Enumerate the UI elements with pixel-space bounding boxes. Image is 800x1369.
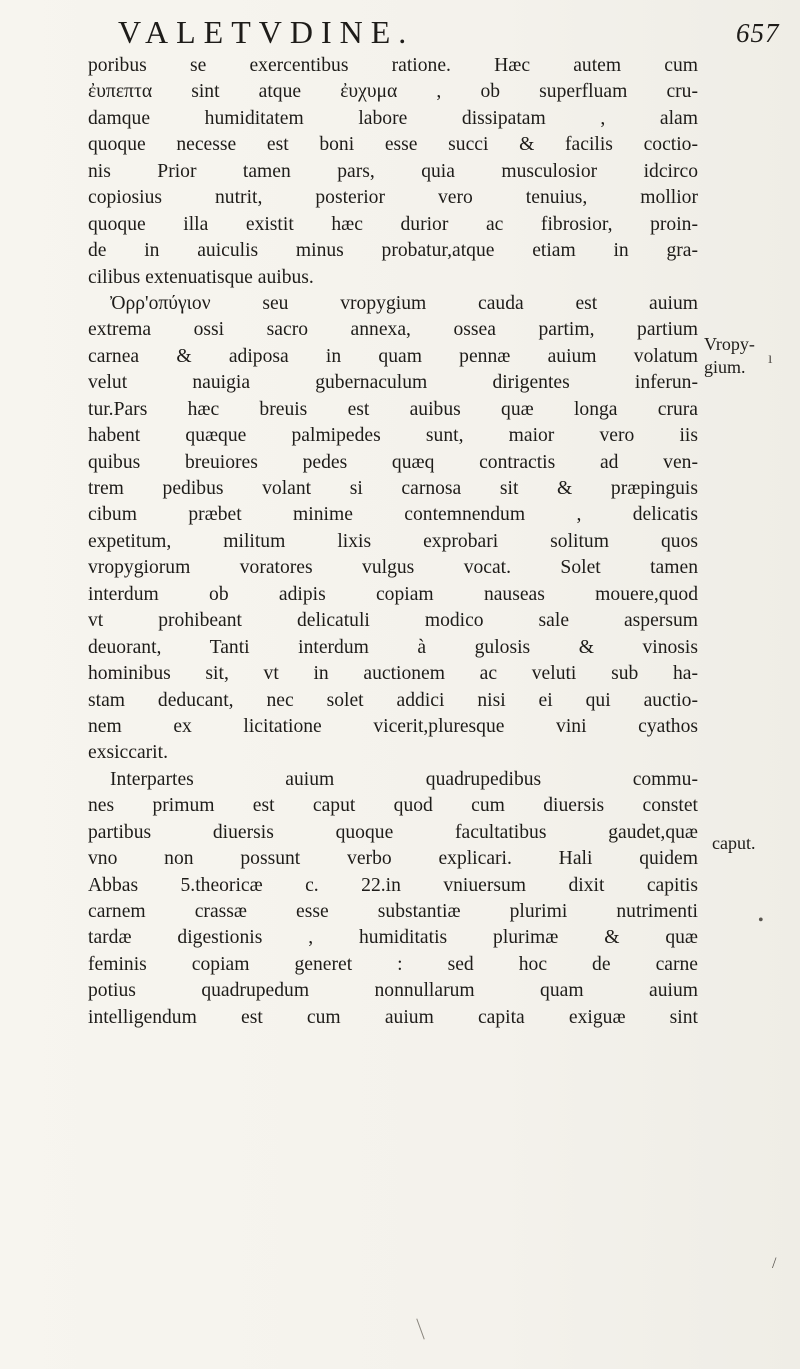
margin-note-vropygium: Vropy- [704, 334, 755, 354]
page-number: 657 [736, 18, 780, 48]
margin-note-caput: caput. [712, 833, 756, 853]
page-header [118, 14, 798, 54]
text-line: Abbas 5.theoricæ c. 22.in vniuersum dixit capitis [88, 874, 698, 896]
text-line: tur.Pars hæc breuis est auibus quæ longa crura [88, 398, 698, 420]
stray-stroke [416, 1318, 424, 1339]
text-line: copiosius nutrit, posterior vero tenuius, mollior [88, 187, 698, 209]
text-line: vno non possunt verbo explicari. Hali quidem [88, 848, 698, 870]
text-line: deuorant, Tanti interdum à gulosis & vinosis [88, 636, 698, 658]
text-line: cibum præbet minime contemnendum , delicatis [88, 504, 698, 526]
margin-note-vropygium-cont: gium. [704, 357, 746, 377]
text-line: potius quadrupedum nonnullarum quam auium [88, 980, 698, 1002]
text-line: intelligendum est cum auium capita exiguæ sint [88, 1006, 698, 1028]
text-line: habent quæque palmipedes sunt, maior vero iis [88, 425, 698, 447]
running-head: VALETVDINE. [118, 14, 415, 50]
text-line: extrema ossi sacro annexa, ossea partim, partium [88, 319, 698, 341]
text-line: poribus se exercentibus ratione. Hæc autem cum [88, 55, 698, 76]
text-line: carnea & adiposa in quam pennæ auium volatum [88, 345, 698, 367]
text-line: Ὀρρ'οπύγιον seu vropygium cauda est auium [110, 292, 698, 314]
text-line: de in auiculis minus probatur,atque etiam in gra- [88, 240, 698, 262]
text-line: quibus breuiores pedes quæq contractis ad ven- [88, 451, 698, 473]
stray-mark: • [758, 912, 764, 929]
text-line: stam deducant, nec solet addici nisi ei qui auctio- [88, 689, 698, 711]
stray-mark: ı [768, 350, 773, 367]
text-line: ἐυπεπτα sint atque ἐυχυμα , ob superfluam cru- [88, 81, 698, 103]
text-line: feminis copiam generet : sed hoc de carne [88, 953, 698, 975]
text-line: damque humiditatem labore dissipatam , alam [88, 107, 698, 129]
stray-mark: / [772, 1255, 777, 1272]
body-text [88, 53, 698, 1031]
text-line: quoque necesse est boni esse succi & facilis coctio- [88, 134, 698, 156]
text-line: vt prohibeant delicatuli modico sale aspersum [88, 610, 698, 632]
text-line: hominibus sit, vt in auctionem ac veluti sub ha- [88, 663, 698, 685]
text-line: vropygiorum voratores vulgus vocat. Solet tamen [88, 557, 698, 579]
text-line: nis Prior tamen pars, quia musculosior idcirco [88, 160, 698, 182]
text-line: nes primum est caput quod cum diuersis constet [88, 795, 698, 817]
text-line: nem ex licitatione vicerit,pluresque vini cyathos [88, 715, 698, 737]
text-line: Interpartes auium quadrupedibus commu- [110, 768, 698, 790]
text-line: carnem crassæ esse substantiæ plurimi nutrimenti [88, 901, 698, 922]
text-line: tardæ digestionis , humiditatis plurimæ & quæ [88, 927, 698, 949]
text-line: trem pedibus volant si carnosa sit & præpinguis [88, 478, 698, 499]
text-line: expetitum, militum lixis exprobari solitum quos [88, 530, 698, 552]
text-line: partibus diuersis quoque facultatibus gaudet,quæ [88, 821, 698, 843]
text-line: interdum ob adipis copiam nauseas mouere,quod [88, 583, 698, 605]
text-line: cilibus extenuatisque auibus. [88, 266, 314, 288]
text-line: velut nauigia gubernaculum dirigentes inferun- [88, 372, 698, 394]
text-line: exsiccarit. [88, 742, 168, 764]
text-line: quoque illa existit hæc durior ac fibrosior, proin- [88, 213, 698, 235]
